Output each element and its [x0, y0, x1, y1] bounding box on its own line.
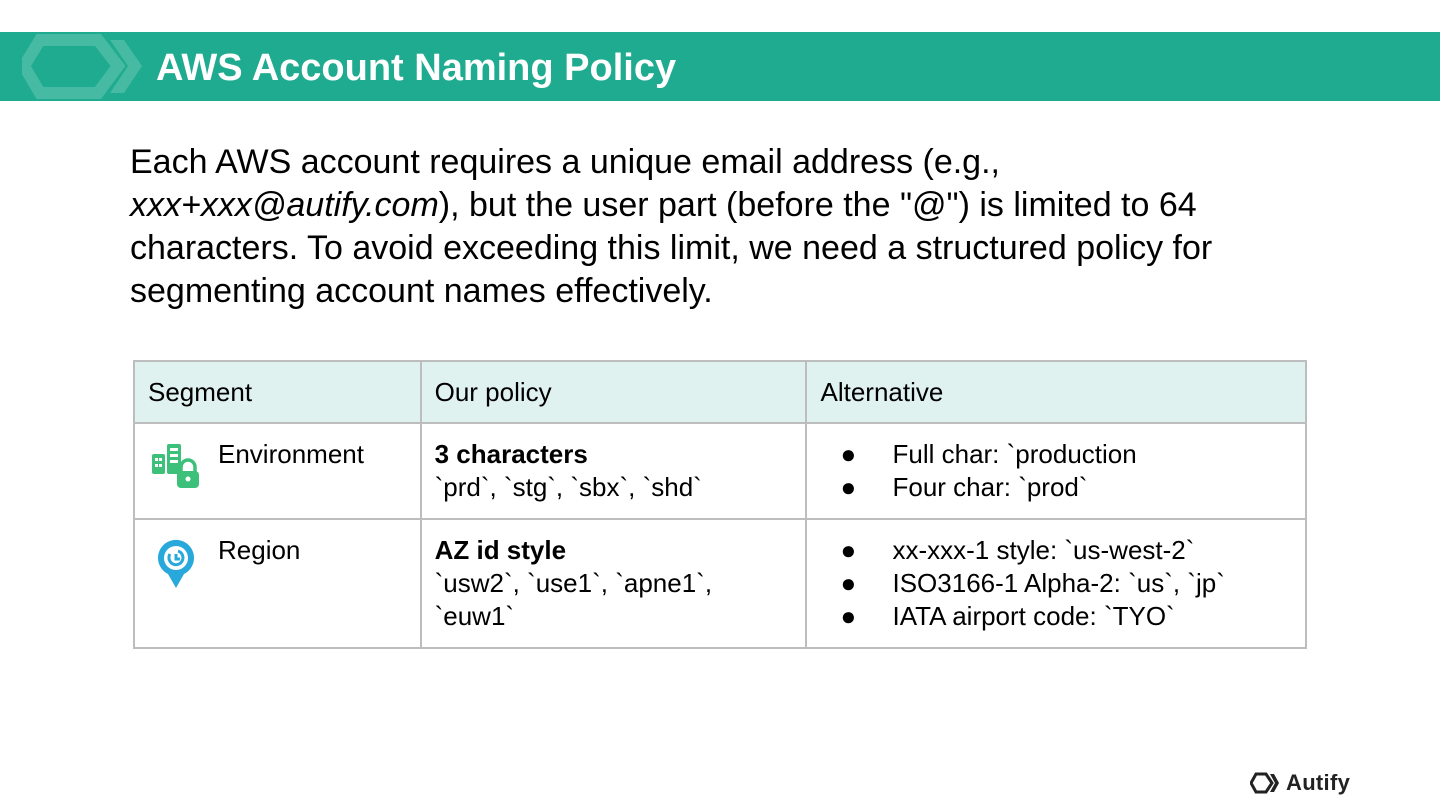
table-row: [134, 423, 1306, 519]
list-item: [820, 600, 1292, 633]
alternatives-cell: [806, 423, 1306, 519]
alternative-text: IATA airport code: `TYO`: [892, 601, 1175, 631]
intro-text-end: ), but the user part (before the "@") is limited to 64 characters. To avoid exceeding this limit, we need a structured policy for segmenting account names effectively.: [130, 186, 1213, 310]
column-header-segment: Segment: [134, 361, 421, 423]
bullet-icon: ●: [840, 601, 857, 631]
bullet-icon: ●: [840, 439, 857, 469]
alternative-text: xx-xxx-1 style: `us-west-2`: [892, 535, 1195, 565]
policy-detail: `usw2`, `use1`, `apne1`, `euw1`: [434, 568, 713, 631]
footer-brand-name: Autify: [1286, 770, 1351, 795]
autify-chevron-logo-icon: [22, 32, 144, 101]
footer-brand-logo: [1250, 766, 1350, 800]
policy-detail: `prd`, `stg`, `sbx`, `shd`: [434, 472, 702, 502]
header-bar: [0, 32, 1440, 101]
list-item: [820, 471, 1292, 504]
naming-policy-table: [133, 360, 1307, 649]
alternatives-list: [820, 438, 1292, 504]
policy-cell: [421, 423, 807, 519]
email-example: xxx+xxx@autify.com: [130, 186, 439, 224]
alternative-text: Four char: `prod`: [892, 472, 1088, 502]
list-item: [820, 567, 1292, 600]
map-pin-icon: [148, 534, 204, 590]
policy-cell: [421, 519, 807, 648]
segment-label: Region: [218, 535, 301, 565]
column-header-alternative: Alternative: [806, 361, 1306, 423]
intro-paragraph: [130, 141, 1330, 313]
bullet-icon: ●: [840, 472, 857, 502]
table-header-row: [134, 361, 1306, 423]
alternatives-list: [820, 534, 1292, 633]
building-lock-icon: [148, 438, 204, 494]
policy-title: 3 characters: [434, 439, 588, 469]
list-item: [820, 438, 1292, 471]
bullet-icon: ●: [840, 568, 857, 598]
policy-title: AZ id style: [434, 535, 567, 565]
table-row: [134, 519, 1306, 648]
segment-label: Environment: [218, 439, 364, 469]
bullet-icon: ●: [840, 535, 857, 565]
alternative-text: Full char: `production: [892, 439, 1137, 469]
segment-cell: [134, 519, 421, 648]
alternatives-cell: [806, 519, 1306, 648]
segment-cell: [134, 423, 421, 519]
column-header-policy: Our policy: [421, 361, 807, 423]
page-title: AWS Account Naming Policy: [156, 47, 677, 89]
alternative-text: ISO3166-1 Alpha-2: `us`, `jp`: [892, 568, 1225, 598]
intro-text-start: Each AWS account requires a unique email address (e.g.,: [130, 143, 1000, 181]
list-item: [820, 534, 1292, 567]
autify-logo-icon: [1250, 771, 1280, 795]
